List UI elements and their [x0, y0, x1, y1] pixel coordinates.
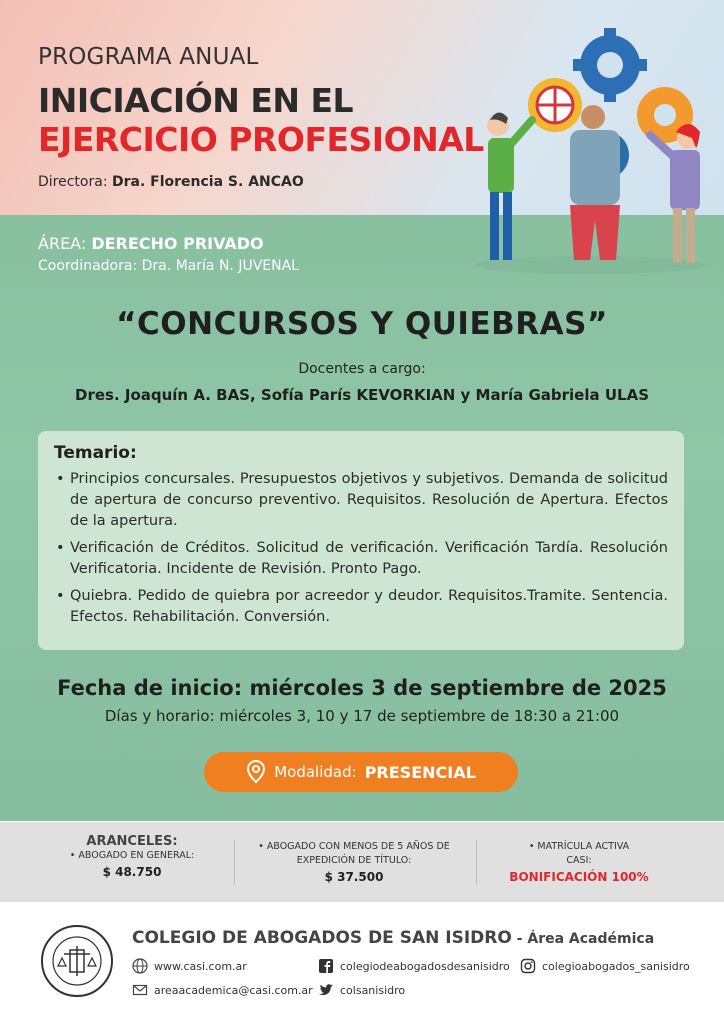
start-date: Fecha de inicio: miércoles 3 de septiembre de 2025	[57, 676, 667, 700]
modalidad-value: PRESENCIAL	[364, 762, 476, 782]
footer	[0, 902, 724, 1024]
teachers-names: Dres. Joaquín A. BAS, Sofía París KEVORKIAN y María Gabriela ULAS	[75, 386, 649, 404]
casi-seal-logo	[40, 924, 114, 998]
fee-young-value: $ 37.500	[324, 870, 384, 884]
modalidad-label: Modalidad:	[274, 763, 357, 781]
area-label: ÁREA:	[38, 234, 87, 253]
person-right-figure	[650, 124, 700, 263]
people-gears-illustration	[470, 20, 710, 275]
director-label: Directora:	[38, 174, 108, 190]
list-item: • Verificación de Créditos. Solicitud de verificación. Verificación Tardía. Resolución Verificatoria. Incidente de Revisión. Pronto Pago.	[54, 538, 668, 580]
list-item: • Principios concursales. Presupuestos objetivos y subjetivos. Demanda de solicitud de apertura de concurso preventivo. Requisitos. Resolución de Apertura. Efectos de la apertura.	[54, 469, 668, 532]
fee-young-label-1: • ABOGADO CON MENOS DE 5 AÑOS DE	[258, 841, 450, 852]
modalidad-badge	[204, 752, 518, 792]
fee-casi-label-1: • MATRÍCULA ACTIVA	[528, 841, 630, 852]
temario-box	[38, 431, 684, 650]
divider	[234, 840, 235, 885]
email-text: areaacademica@casi.com.ar	[154, 983, 313, 997]
mail-icon	[132, 982, 148, 998]
director-name: Dra. Florencia S. ANCAO	[112, 174, 304, 190]
globe-icon	[132, 958, 148, 974]
fee-young	[244, 840, 464, 884]
fee-general-value: $ 48.750	[102, 865, 162, 879]
coordinator: Coordinadora: Dra. María N. JUVENAL	[38, 258, 299, 274]
title-line-1: INICIACIÓN EN EL	[38, 81, 354, 120]
program-label: PROGRAMA ANUAL	[38, 44, 259, 70]
gear-yellow-icon	[528, 78, 582, 132]
schedule-hours: Días y horario: miércoles 3, 10 y 17 de septiembre de 18:30 a 21:00	[104, 707, 620, 725]
fee-general	[52, 834, 212, 879]
facebook-text: colegiodeabogadosdesanisidro	[340, 959, 510, 973]
org-name	[132, 928, 654, 948]
person-left-figure	[487, 112, 532, 260]
area	[38, 234, 264, 253]
org-suffix: - Área Académica	[511, 931, 655, 947]
temario-title: Temario:	[54, 443, 137, 463]
location-pin-icon	[246, 760, 266, 784]
fee-general-label: • ABOGADO EN GENERAL:	[69, 850, 195, 861]
list-item: • Quiebra. Pedido de quiebra por acreedor y deudor. Requisitos.Tramite. Sentencia. Efectos. Rehabilitación. Conversión.	[54, 586, 668, 628]
instagram-icon	[520, 958, 536, 974]
gear-blue-top-icon	[573, 28, 647, 102]
fee-casi-value: BONIFICACIÓN 100%	[509, 870, 649, 884]
area-name: DERECHO PRIVADO	[91, 234, 264, 253]
fee-young-label-2: EXPEDICIÓN DE TÍTULO:	[296, 855, 412, 866]
person-center-figure	[570, 105, 620, 260]
fee-casi-label-2: CASI:	[566, 855, 592, 866]
fees-bar	[0, 822, 724, 902]
divider	[476, 840, 477, 885]
director	[38, 174, 304, 190]
instagram-link[interactable]	[520, 958, 690, 974]
web-link[interactable]	[132, 958, 247, 974]
instagram-text: colegioabogados_sanisidro	[542, 959, 690, 973]
fee-casi	[494, 840, 664, 884]
temario-list	[54, 469, 668, 628]
twitter-text: colsanisidro	[340, 983, 406, 997]
title-line-2: EJERCICIO PROFESIONAL	[38, 120, 484, 159]
course-title: “CONCURSOS Y QUIEBRAS”	[116, 306, 608, 342]
twitter-link[interactable]	[318, 982, 405, 998]
facebook-icon	[318, 958, 334, 974]
facebook-link[interactable]	[318, 958, 510, 974]
fees-title: ARANCELES:	[86, 834, 178, 849]
org-title: COLEGIO DE ABOGADOS DE SAN ISIDRO	[132, 928, 512, 948]
teachers-label: Docentes a cargo:	[298, 361, 426, 377]
twitter-bird-icon	[318, 982, 334, 998]
email-link[interactable]	[132, 982, 313, 998]
web-text: www.casi.com.ar	[154, 959, 247, 973]
